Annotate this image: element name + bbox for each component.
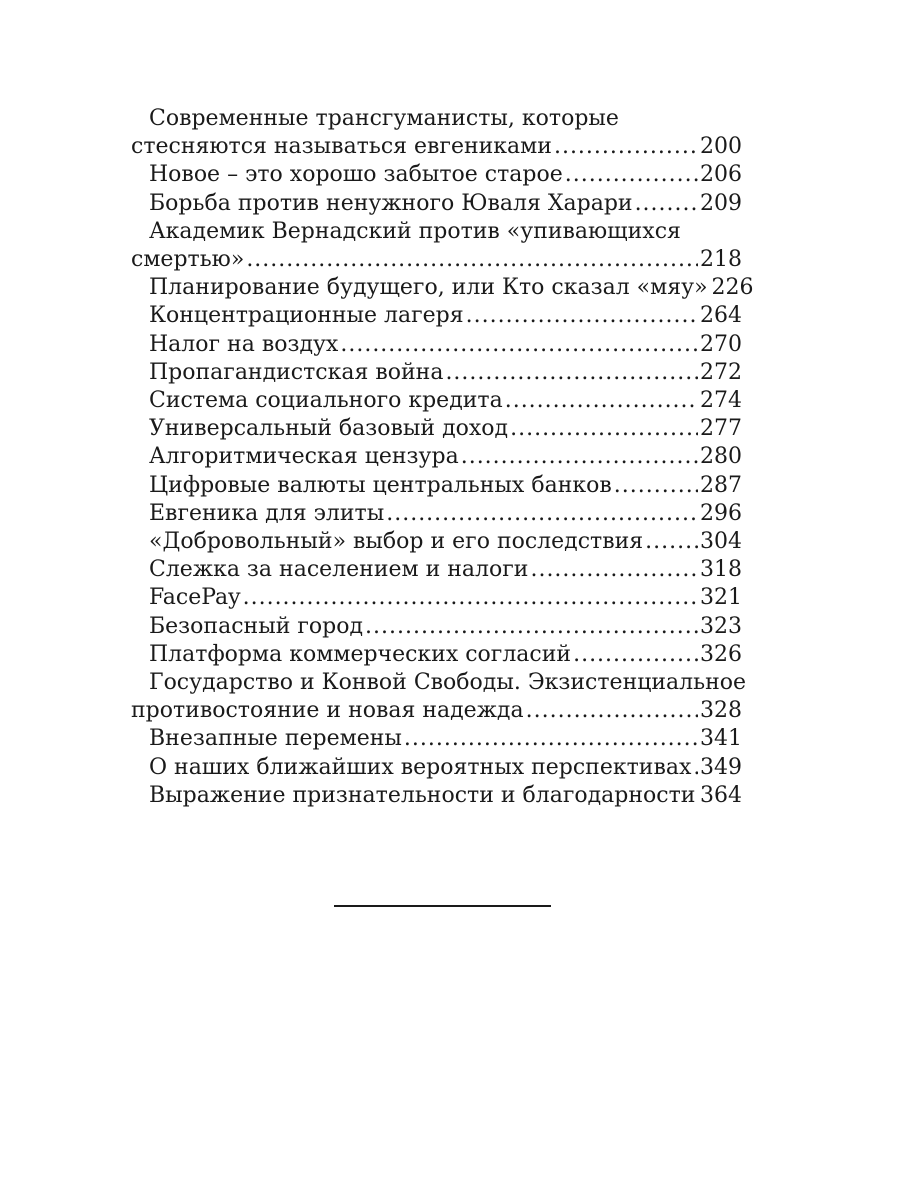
dot-leader bbox=[505, 387, 698, 415]
toc-entry[interactable] bbox=[131, 472, 742, 500]
toc-entry-title: Планирование будущего, или Кто сказал «мяу» bbox=[149, 275, 708, 301]
toc-entry[interactable] bbox=[131, 331, 742, 359]
dot-leader bbox=[635, 190, 698, 218]
toc-entry[interactable] bbox=[131, 556, 742, 584]
horizontal-rule bbox=[334, 905, 551, 907]
toc-page-number: 280 bbox=[700, 444, 742, 470]
dot-leader bbox=[246, 246, 698, 274]
dot-leader bbox=[510, 415, 698, 443]
dot-leader bbox=[614, 472, 698, 500]
dot-leader bbox=[697, 782, 698, 810]
toc-entry-title: Выражение признательности и благодарности bbox=[149, 782, 696, 808]
toc-entry-title: Налог на воздух bbox=[149, 331, 339, 357]
toc-entry-title: FacePay bbox=[149, 585, 241, 611]
dot-leader bbox=[554, 133, 698, 161]
toc-entry-title: противостояние и новая надежда bbox=[131, 698, 524, 724]
toc-entry[interactable] bbox=[131, 584, 742, 612]
toc-entry[interactable] bbox=[131, 754, 742, 782]
table-of-contents bbox=[131, 105, 754, 810]
toc-entry[interactable] bbox=[131, 415, 742, 443]
toc-page-number: 304 bbox=[700, 529, 742, 555]
dot-leader bbox=[445, 359, 698, 387]
dot-leader bbox=[340, 331, 698, 359]
toc-entry[interactable] bbox=[131, 105, 742, 161]
toc-entry-title: Алгоритмическая цензура bbox=[149, 444, 459, 470]
dot-leader bbox=[526, 697, 698, 725]
toc-entry-title: Внезапные перемены bbox=[149, 726, 402, 752]
toc-entry-title: Универсальный базовый доход bbox=[149, 416, 509, 442]
toc-entry[interactable] bbox=[131, 161, 742, 189]
dot-leader bbox=[461, 443, 698, 471]
toc-entry-title: Система социального кредита bbox=[149, 388, 503, 414]
toc-entry-title: Платформа коммерческих согласий bbox=[149, 641, 572, 667]
toc-entry[interactable] bbox=[131, 218, 742, 274]
dot-leader bbox=[243, 584, 698, 612]
toc-page-number: 328 bbox=[700, 698, 742, 724]
toc-page-number: 206 bbox=[700, 162, 742, 188]
dot-leader bbox=[386, 500, 698, 528]
toc-entry-title: смертью» bbox=[131, 247, 245, 273]
dot-leader bbox=[645, 528, 698, 556]
toc-page-number: 209 bbox=[700, 190, 742, 216]
toc-entry-title: «Добровольный» выбор и его последствия bbox=[149, 529, 644, 555]
toc-entry[interactable] bbox=[131, 528, 742, 556]
toc-page-number: 200 bbox=[700, 134, 742, 160]
toc-page-number: 272 bbox=[700, 359, 742, 385]
toc-entry[interactable] bbox=[131, 443, 742, 471]
toc-entry[interactable] bbox=[131, 669, 747, 725]
toc-entry-title: стесняются называться евгениками bbox=[131, 134, 552, 160]
toc-entry-title-line1: Государство и Конвой Свободы. Экзистенциальное bbox=[149, 670, 747, 696]
toc-entry-title-line1: Современные трансгуманисты, которые bbox=[149, 106, 619, 131]
toc-page-number: 341 bbox=[700, 726, 742, 752]
toc-page-number: 218 bbox=[700, 247, 742, 273]
dot-leader bbox=[573, 641, 698, 669]
toc-page-number: 287 bbox=[700, 472, 742, 498]
toc-entry[interactable] bbox=[131, 782, 742, 810]
toc-entry-title: Цифровые валюты центральных банков bbox=[149, 472, 612, 498]
toc-entry[interactable] bbox=[131, 387, 742, 415]
toc-entry-title-line1: Академик Вернадский против «упивающихся bbox=[149, 218, 681, 244]
toc-entry-title: Слежка за населением и налоги bbox=[149, 557, 529, 583]
toc-page-number: 226 bbox=[711, 275, 754, 301]
dot-leader bbox=[466, 302, 698, 330]
toc-entry[interactable] bbox=[131, 274, 754, 302]
toc-entry-title: Евгеника для элиты bbox=[149, 500, 385, 526]
toc-entry-title: Пропагандистская война bbox=[149, 359, 444, 385]
toc-page-number: 296 bbox=[700, 500, 742, 526]
toc-entry[interactable] bbox=[131, 500, 742, 528]
toc-entry-title: О наших ближайших вероятных перспективах bbox=[149, 754, 692, 780]
toc-entry-title: Концентрационные лагеря bbox=[149, 303, 464, 329]
toc-page-number: 349 bbox=[700, 754, 742, 780]
toc-entry-title: Борьба против ненужного Юваля Харари bbox=[149, 190, 633, 216]
dot-leader bbox=[565, 161, 698, 189]
toc-page-number: 321 bbox=[700, 585, 742, 611]
toc-page-number: 364 bbox=[700, 782, 742, 808]
toc-entry[interactable] bbox=[131, 359, 742, 387]
toc-entry[interactable] bbox=[131, 641, 742, 669]
toc-page-number: 274 bbox=[700, 388, 742, 414]
toc-page-number: 277 bbox=[700, 416, 742, 442]
toc-entry-title: Безопасный город bbox=[149, 613, 364, 639]
toc-entry[interactable] bbox=[131, 725, 742, 753]
toc-page-number: 326 bbox=[700, 641, 742, 667]
toc-entry[interactable] bbox=[131, 190, 742, 218]
toc-page-number: 323 bbox=[700, 613, 742, 639]
toc-page-number: 270 bbox=[700, 331, 742, 357]
toc-entry-title: Новое – это хорошо забытое старое bbox=[149, 162, 563, 188]
dot-leader bbox=[404, 725, 698, 753]
toc-page-number: 318 bbox=[700, 557, 742, 583]
dot-leader bbox=[365, 613, 698, 641]
toc-page-number: 264 bbox=[700, 303, 742, 329]
dot-leader bbox=[530, 556, 698, 584]
dot-leader bbox=[693, 754, 698, 782]
toc-entry[interactable] bbox=[131, 302, 742, 330]
toc-entry[interactable] bbox=[131, 613, 742, 641]
